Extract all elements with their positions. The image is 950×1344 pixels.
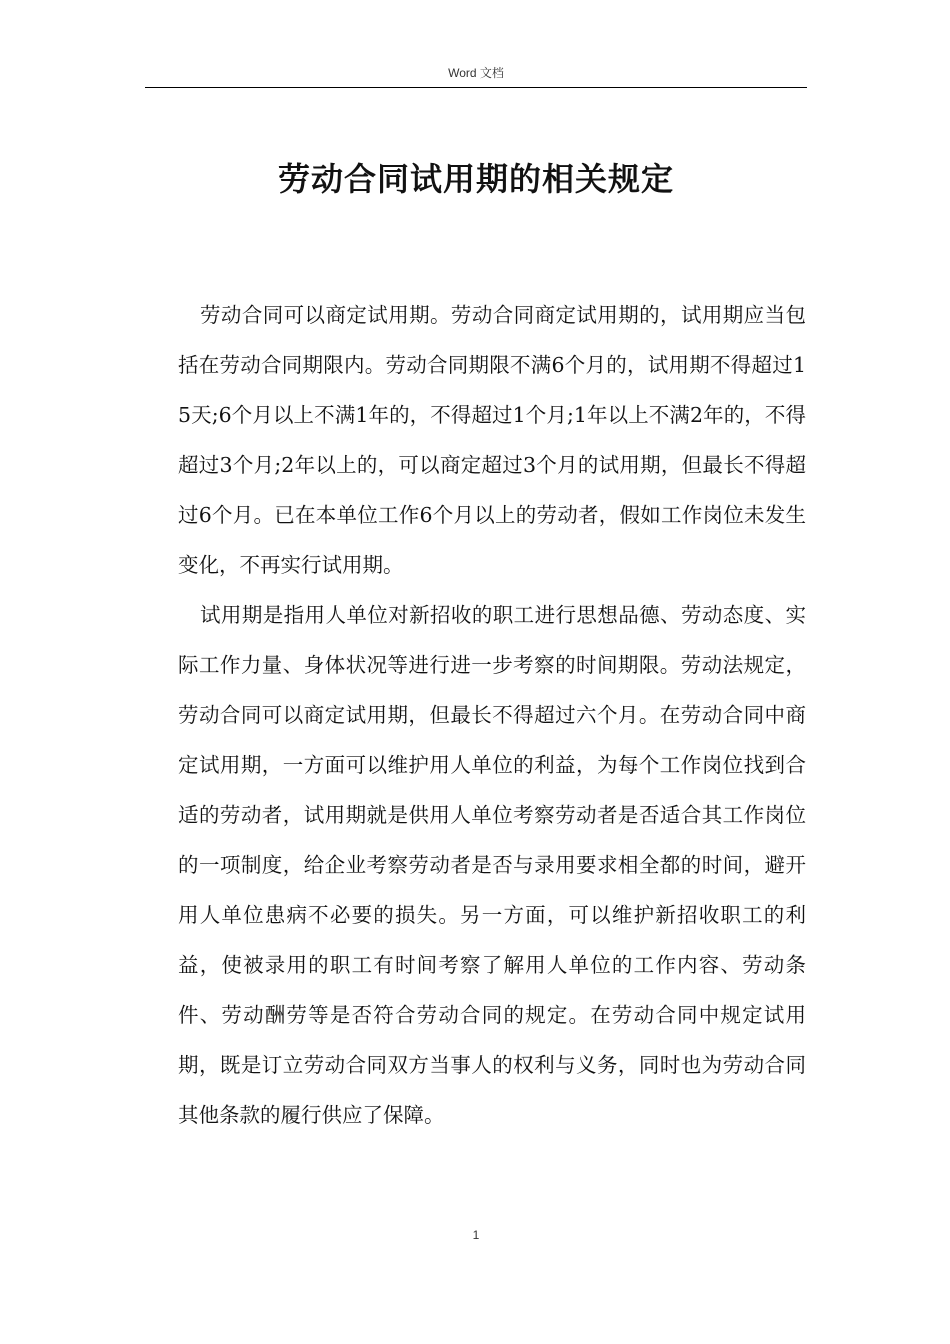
page-number: 1 [472,1228,480,1242]
header-divider [145,87,807,88]
document-body [178,290,806,1140]
paragraph-2: 试用期是指用人单位对新招收的职工进行思想品德、劳动态度、实际工作力量、身体状况等进行进一步考察的时间期限。劳动法规定，劳动合同可以商定试用期，但最长不得超过六个月。在劳动合同中商定试用期，一方面可以维护用人单位的利益，为每个工作岗位找到合适的劳动者，试用期就是供用人单位考察劳动者是否适合其工作岗位的一项制度，给企业考察劳动者是否与录用要求相全都的时间，避开用人单位患病不必要的损失。另一方面，可以维护新招收职工的利益，使被录用的职工有时间考察了解用人单位的工作内容、劳动条件、劳动酬劳等是否符合劳动合同的规定。在劳动合同中规定试用期，既是订立劳动合同双方当事人的权利与义务，同时也为劳动合同其他条款的履行供应了保障。 [178,603,806,1127]
document-title: 劳动合同试用期的相关规定 [277,160,674,198]
page-header: Word 文档 [448,66,504,80]
paragraph-1: 劳动合同可以商定试用期。劳动合同商定试用期的，试用期应当包括在劳动合同期限内。劳动合同期限不满6个月的，试用期不得超过15天;6个月以上不满1年的，不得超过1个月;1年以上不满2年的，不得超过3个月;2年以上的，可以商定超过3个月的试用期，但最长不得超过6个月。已在本单位工作6个月以上的劳动者，假如工作岗位未发生变化，不再实行试用期。 [178,303,806,577]
